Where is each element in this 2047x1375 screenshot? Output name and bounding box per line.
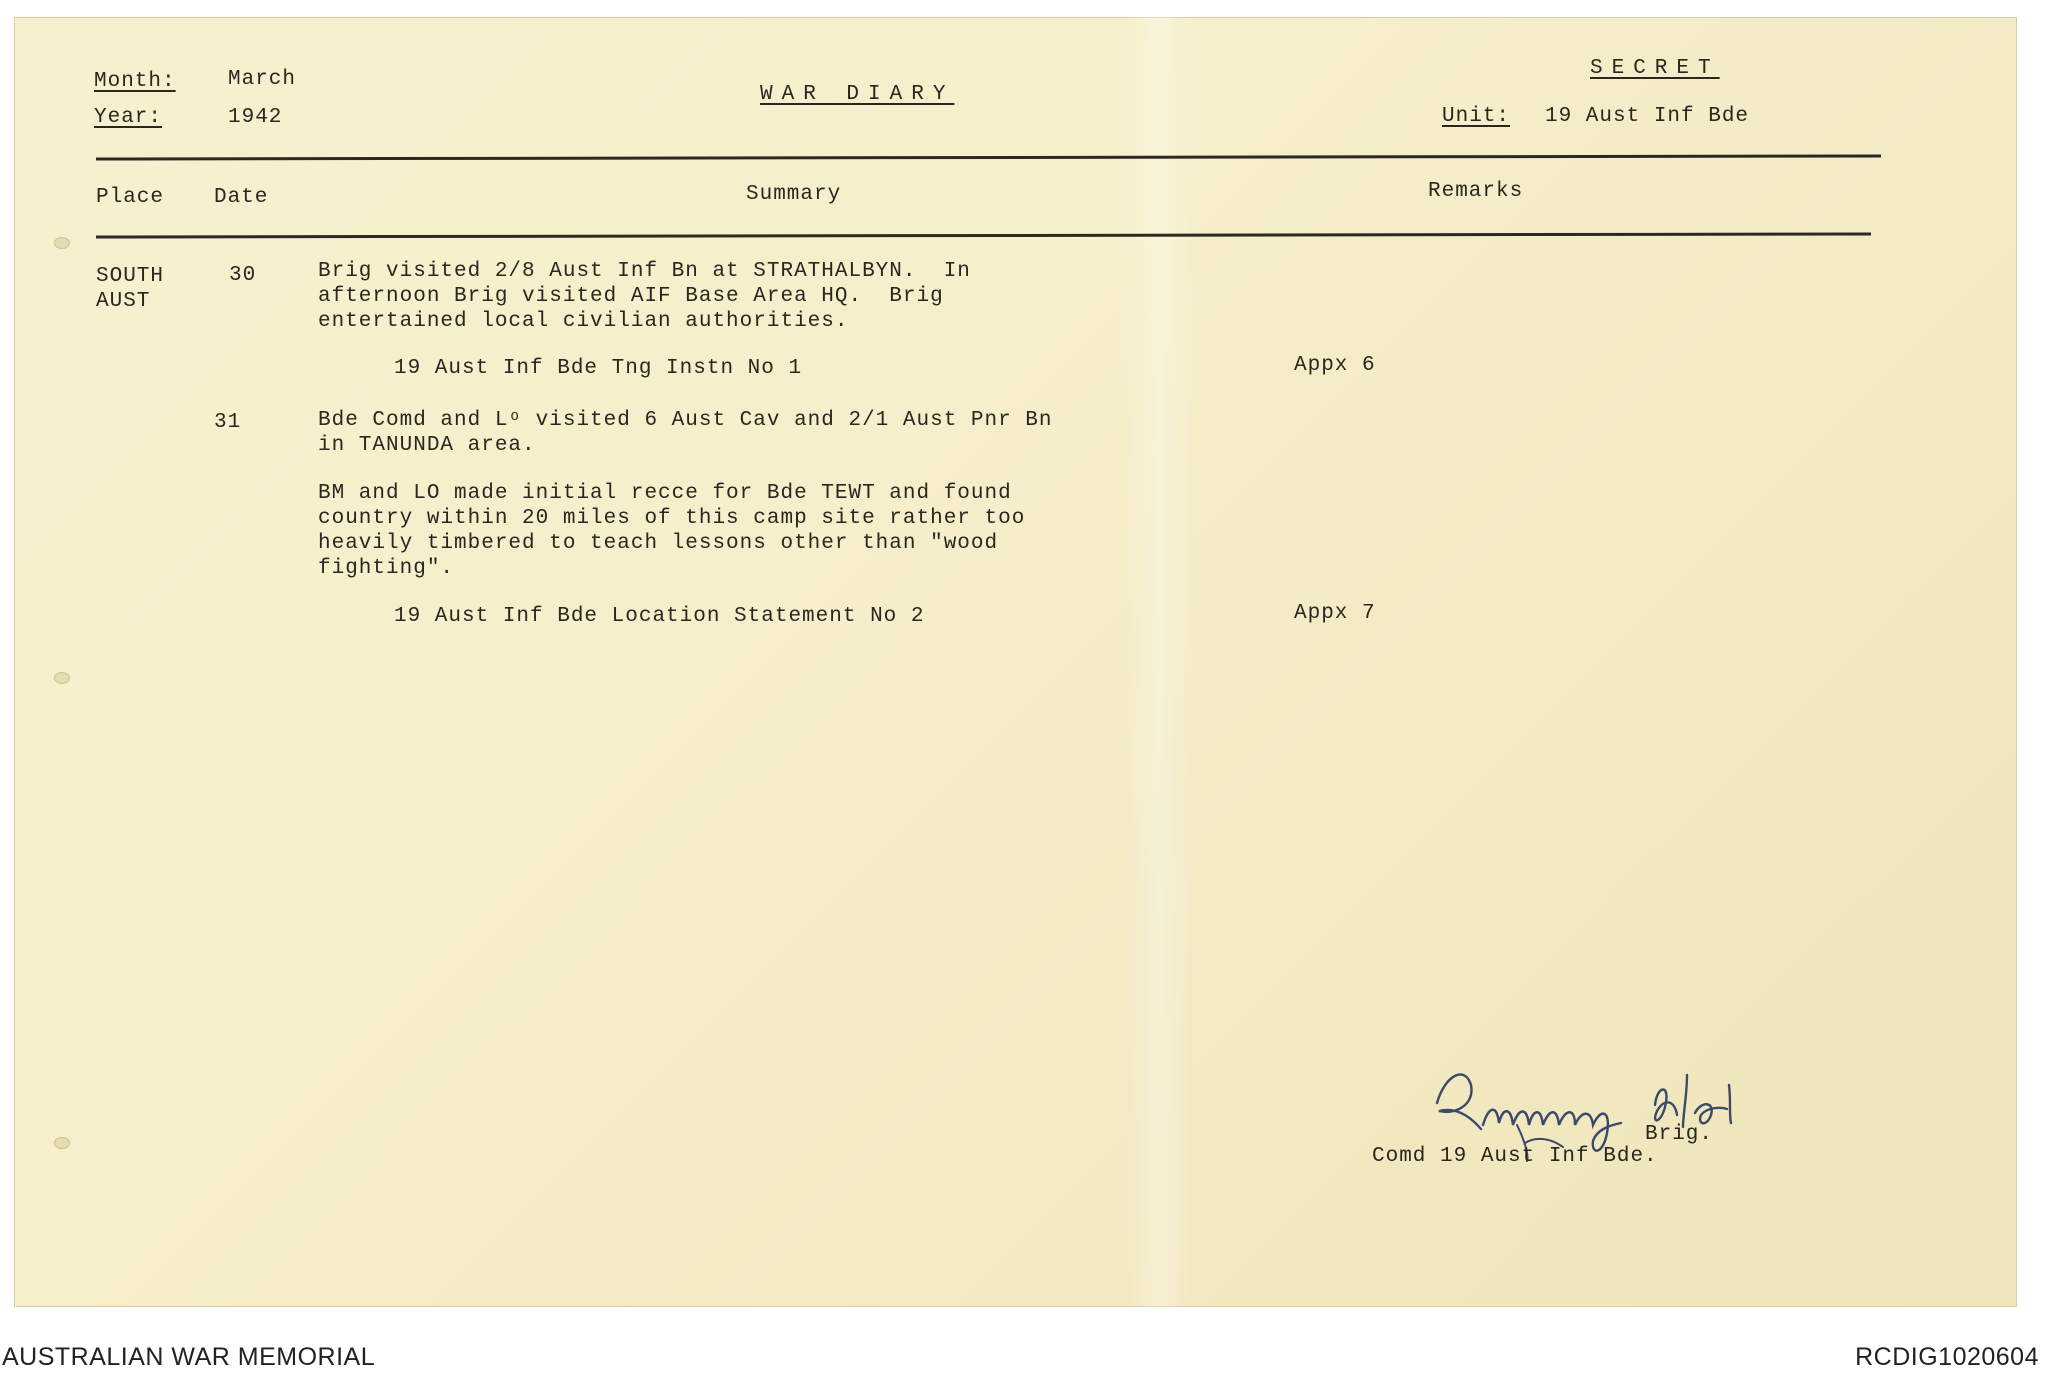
- summary-line: heavily timbered to teach lessons other than "wood: [318, 532, 999, 555]
- column-header-place: Place: [96, 186, 165, 209]
- summary-line: afternoon Brig visited AIF Base Area HQ. Brig: [318, 285, 944, 308]
- summary-line: fighting".: [318, 557, 455, 580]
- column-header-summary: Summary: [746, 183, 842, 206]
- paper-fold-shading: [1124, 17, 1194, 1307]
- summary-line: BM and LO made initial recce for Bde TEWT and found: [318, 482, 1012, 505]
- summary-entry: 19 Aust Inf Bde Tng Instn No 1: [394, 357, 803, 380]
- year-value: 1942: [228, 106, 283, 129]
- remarks-cell: Appx 7: [1294, 602, 1376, 625]
- diary-title: WAR DIARY: [760, 83, 955, 106]
- summary-line: in TANUNDA area.: [318, 434, 536, 457]
- signature-appointment: Comd 19 Aust Inf Bde.: [1372, 1145, 1658, 1168]
- remarks-cell: Appx 6: [1294, 354, 1376, 377]
- summary-entry: [318, 408, 1053, 458]
- punch-hole: [54, 237, 70, 249]
- signature-rank: Brig.: [1645, 1123, 1714, 1146]
- punch-hole: [54, 1137, 70, 1149]
- summary-line: entertained local civilian authorities.: [318, 310, 849, 333]
- summary-entry: [318, 259, 971, 334]
- place-line: AUST: [96, 290, 151, 313]
- year-label: Year:: [94, 106, 163, 129]
- archive-credit: AUSTRALIAN WAR MEMORIAL: [2, 1343, 376, 1371]
- summary-entry: 19 Aust Inf Bde Location Statement No 2: [394, 605, 925, 628]
- summary-line: Brig visited 2/8 Aust Inf Bn at STRATHALBYN. In: [318, 260, 971, 283]
- column-header-date: Date: [214, 186, 269, 209]
- date-cell: 30: [229, 264, 257, 287]
- summary-entry: [318, 481, 1025, 581]
- date-cell: 31: [214, 411, 242, 434]
- unit-value: 19 Aust Inf Bde: [1545, 105, 1750, 128]
- summary-line: country within 20 miles of this camp site rather too: [318, 507, 1026, 530]
- summary-line: Bde Comd and Lᵒ visited 6 Aust Cav and 2/1 Aust Pnr Bn: [318, 409, 1053, 432]
- month-value: March: [228, 68, 297, 91]
- month-label: Month:: [94, 70, 176, 93]
- classification-marking: SECRET: [1590, 57, 1720, 80]
- column-header-remarks: Remarks: [1428, 180, 1524, 203]
- place-line: SOUTH: [96, 265, 165, 288]
- place-cell: [96, 264, 164, 314]
- punch-hole: [54, 672, 70, 684]
- archive-reference: RCDIG1020604: [1855, 1343, 2039, 1371]
- unit-label: Unit:: [1442, 105, 1511, 128]
